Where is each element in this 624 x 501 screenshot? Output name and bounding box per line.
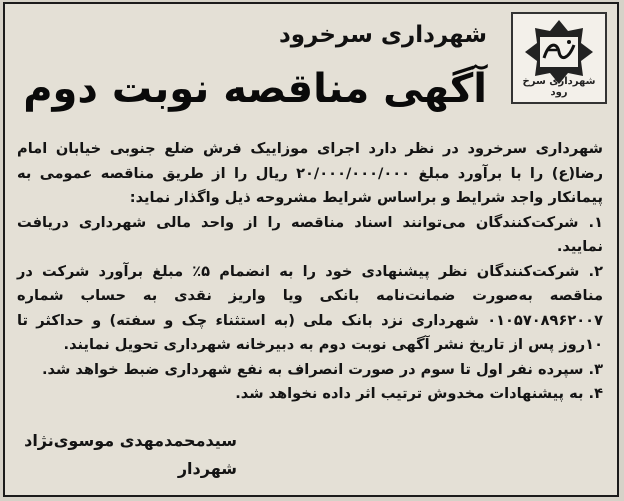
condition-item-4: ۴. به پیشنهادات مخدوش ترتیب اثر داده نخواهد شد. [235,385,603,402]
signatory-name: سیدمحمدمهدی موسوی‌نژاد [24,431,237,450]
notice-intro: شهرداری سرخرود در نظر دارد اجرای موزاییک فرش ضلع جنوبی خیابان امام رضا(ع) را با برآورد مبلغ ۲۰/۰۰۰/۰۰۰/۰۰۰ ریال را از طریق مناقصه عمومی به پیمانکار واجد شرایط و براساس شرایط مشروحه ذیل واگذار نماید: [17,140,603,206]
condition-item-1: ۱. شرکت‌کنندگان می‌توانند اسناد مناقصه را از واحد مالی شهرداری دریافت نمایید. [17,213,603,255]
signature-block [17,427,237,483]
municipality-logo [511,12,607,104]
notice-title: آگهی مناقصه نوبت دوم [23,66,487,112]
notice-frame [3,2,619,497]
logo-caption: شهرداری سرخ رود [522,76,596,98]
condition-item-3: ۳. سپرده نفر اول تا سوم در صورت انصراف به نفع شهرداری ضبط خواهد شد. [42,360,603,378]
signatory-role: شهردار [177,459,237,478]
condition-item-2: ۲. شرکت‌کنندگان نظر پیشنهادی خود را به انضمام ۵٪ مبلغ برآورد شرکت در مناقصه به‌صورت ضمانت‌نامه بانکی ویا واریز نقدی به حساب شماره ۰۱۰۵۷۰۸۹۶۲۰۰۷ شهرداری نزد بانک ملی (به استثناء چک و سفته) و حداکثر تا ۱۰روز پس از تاریخ نشر آگهی نوبت دوم به دبیرخانه شهرداری تحویل نمایند. [17,262,603,353]
publisher-name: شهرداری سرخرود [278,22,487,48]
notice-body [17,137,603,407]
